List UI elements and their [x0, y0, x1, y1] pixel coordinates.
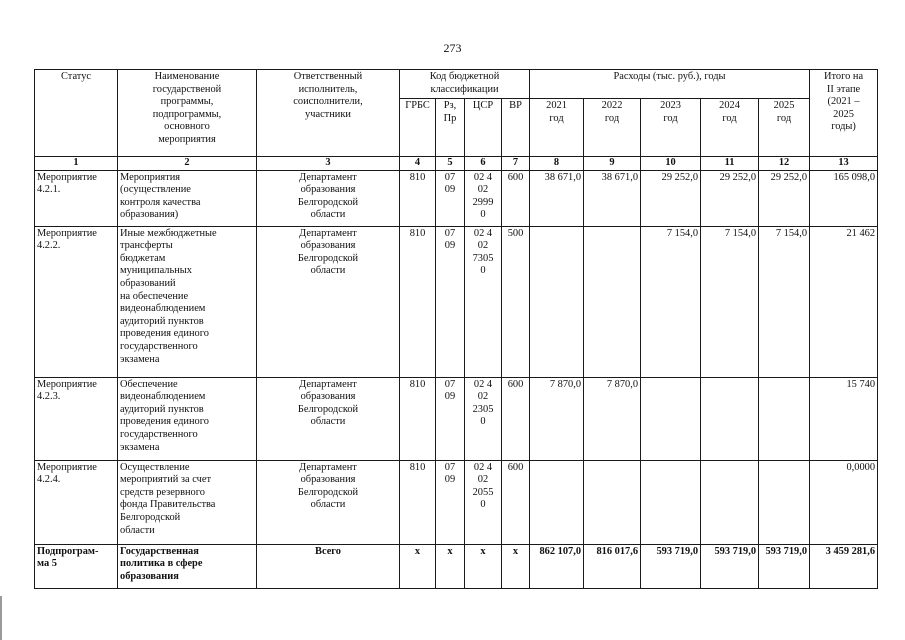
- header-rzpr: Рз, Пр: [436, 99, 465, 157]
- header-grbs: ГРБС: [400, 99, 436, 157]
- row-amount-2021: [530, 226, 584, 377]
- total-row-amount-2025: 593 719,0: [759, 544, 810, 588]
- column-number: 6: [465, 157, 502, 171]
- row-vr: 600: [502, 170, 530, 226]
- row-status: Мероприятие 4.2.2.: [35, 226, 118, 377]
- header-year-2023: 2023 год: [641, 99, 701, 157]
- subprogram-total-row: [35, 544, 878, 588]
- row-amount-2021: 7 870,0: [530, 377, 584, 460]
- table-row: [35, 460, 878, 544]
- row-csr: 02 4 02 2305 0: [465, 377, 502, 460]
- row-amount-2025: [759, 460, 810, 544]
- row-vr: 600: [502, 460, 530, 544]
- row-amount-2025: 7 154,0: [759, 226, 810, 377]
- row-total: 165 098,0: [810, 170, 878, 226]
- row-amount-2024: 7 154,0: [701, 226, 759, 377]
- total-row-amount-2022: 816 017,6: [584, 544, 641, 588]
- row-amount-2023: [641, 377, 701, 460]
- total-row-amount-2021: 862 107,0: [530, 544, 584, 588]
- row-amount-2023: 7 154,0: [641, 226, 701, 377]
- row-rzpr: 07 09: [436, 377, 465, 460]
- row-executor: Департамент образования Белгородской области: [257, 170, 400, 226]
- row-amount-2024: [701, 460, 759, 544]
- header-name: Наименование государственой программы, подпрограммы, основного мероприятия: [118, 70, 257, 157]
- column-number: 1: [35, 157, 118, 171]
- header-executor: Ответственный исполнитель, соисполнители, участники: [257, 70, 400, 157]
- row-amount-2021: [530, 460, 584, 544]
- column-number: 8: [530, 157, 584, 171]
- total-row-name: Государственная политика в сфере образования: [118, 544, 257, 588]
- row-status: Мероприятие 4.2.4.: [35, 460, 118, 544]
- header-expenses: Расходы (тыс. руб.), годы: [530, 70, 810, 99]
- row-executor: Департамент образования Белгородской области: [257, 226, 400, 377]
- row-vr: 500: [502, 226, 530, 377]
- table-row: [35, 377, 878, 460]
- header-status: Статус: [35, 70, 118, 157]
- budget-table: [34, 69, 878, 589]
- column-number: 11: [701, 157, 759, 171]
- total-row-executor: Всего: [257, 544, 400, 588]
- total-row-vr: х: [502, 544, 530, 588]
- total-row-status: Подпрограм- ма 5: [35, 544, 118, 588]
- row-executor: Департамент образования Белгородской области: [257, 460, 400, 544]
- row-amount-2025: 29 252,0: [759, 170, 810, 226]
- row-amount-2022: 38 671,0: [584, 170, 641, 226]
- column-number: 3: [257, 157, 400, 171]
- row-amount-2022: [584, 226, 641, 377]
- row-grbs: 810: [400, 226, 436, 377]
- row-name: Мероприятия (осуществление контроля качества образования): [118, 170, 257, 226]
- column-number: 7: [502, 157, 530, 171]
- header-csr: ЦСР: [465, 99, 502, 157]
- header-vr: ВР: [502, 99, 530, 157]
- row-grbs: 810: [400, 377, 436, 460]
- row-amount-2024: 29 252,0: [701, 170, 759, 226]
- row-grbs: 810: [400, 460, 436, 544]
- row-csr: 02 4 02 2055 0: [465, 460, 502, 544]
- row-amount-2024: [701, 377, 759, 460]
- column-number: 10: [641, 157, 701, 171]
- row-name: Иные межбюджетные трансферты бюджетам муниципальных образований на обеспечение видеонаблюдением аудиторий пунктов проведения единого государственного экзамена: [118, 226, 257, 377]
- total-row-csr: х: [465, 544, 502, 588]
- row-executor: Департамент образования Белгородской области: [257, 377, 400, 460]
- row-rzpr: 07 09: [436, 170, 465, 226]
- row-amount-2022: 7 870,0: [584, 377, 641, 460]
- column-number: 12: [759, 157, 810, 171]
- row-amount-2025: [759, 377, 810, 460]
- row-total: 21 462: [810, 226, 878, 377]
- column-number: 9: [584, 157, 641, 171]
- total-row-rzpr: х: [436, 544, 465, 588]
- column-number: 4: [400, 157, 436, 171]
- page-number: 273: [443, 41, 462, 55]
- total-row-amount-2023: 593 719,0: [641, 544, 701, 588]
- row-name: Осуществление мероприятий за счет средств резервного фонда Правительства Белгородской области: [118, 460, 257, 544]
- header-year-2021: 2021 год: [530, 99, 584, 157]
- row-status: Мероприятие 4.2.3.: [35, 377, 118, 460]
- row-amount-2022: [584, 460, 641, 544]
- header-year-2024: 2024 год: [701, 99, 759, 157]
- row-amount-2023: 29 252,0: [641, 170, 701, 226]
- column-number: 2: [118, 157, 257, 171]
- column-number-row: [35, 157, 878, 171]
- row-amount-2023: [641, 460, 701, 544]
- header-total: Итого на II этапе (2021 – 2025 годы): [810, 70, 878, 157]
- row-rzpr: 07 09: [436, 460, 465, 544]
- row-total: 0,0000: [810, 460, 878, 544]
- scan-edge-mark: [0, 596, 2, 640]
- header-year-2022: 2022 год: [584, 99, 641, 157]
- row-grbs: 810: [400, 170, 436, 226]
- row-vr: 600: [502, 377, 530, 460]
- row-rzpr: 07 09: [436, 226, 465, 377]
- row-csr: 02 4 02 7305 0: [465, 226, 502, 377]
- total-row-total: 3 459 281,6: [810, 544, 878, 588]
- total-row-grbs: х: [400, 544, 436, 588]
- row-amount-2021: 38 671,0: [530, 170, 584, 226]
- row-status: Мероприятие 4.2.1.: [35, 170, 118, 226]
- column-number: 5: [436, 157, 465, 171]
- table-row: [35, 170, 878, 226]
- total-row-amount-2024: 593 719,0: [701, 544, 759, 588]
- row-name: Обеспечение видеонаблюдением аудиторий пунктов проведения единого государственного экзамена: [118, 377, 257, 460]
- row-csr: 02 4 02 2999 0: [465, 170, 502, 226]
- row-total: 15 740: [810, 377, 878, 460]
- header-row-1: [35, 70, 878, 99]
- header-year-2025: 2025 год: [759, 99, 810, 157]
- column-number: 13: [810, 157, 878, 171]
- header-budget-code: Код бюджетной классификации: [400, 70, 530, 99]
- table-row: [35, 226, 878, 377]
